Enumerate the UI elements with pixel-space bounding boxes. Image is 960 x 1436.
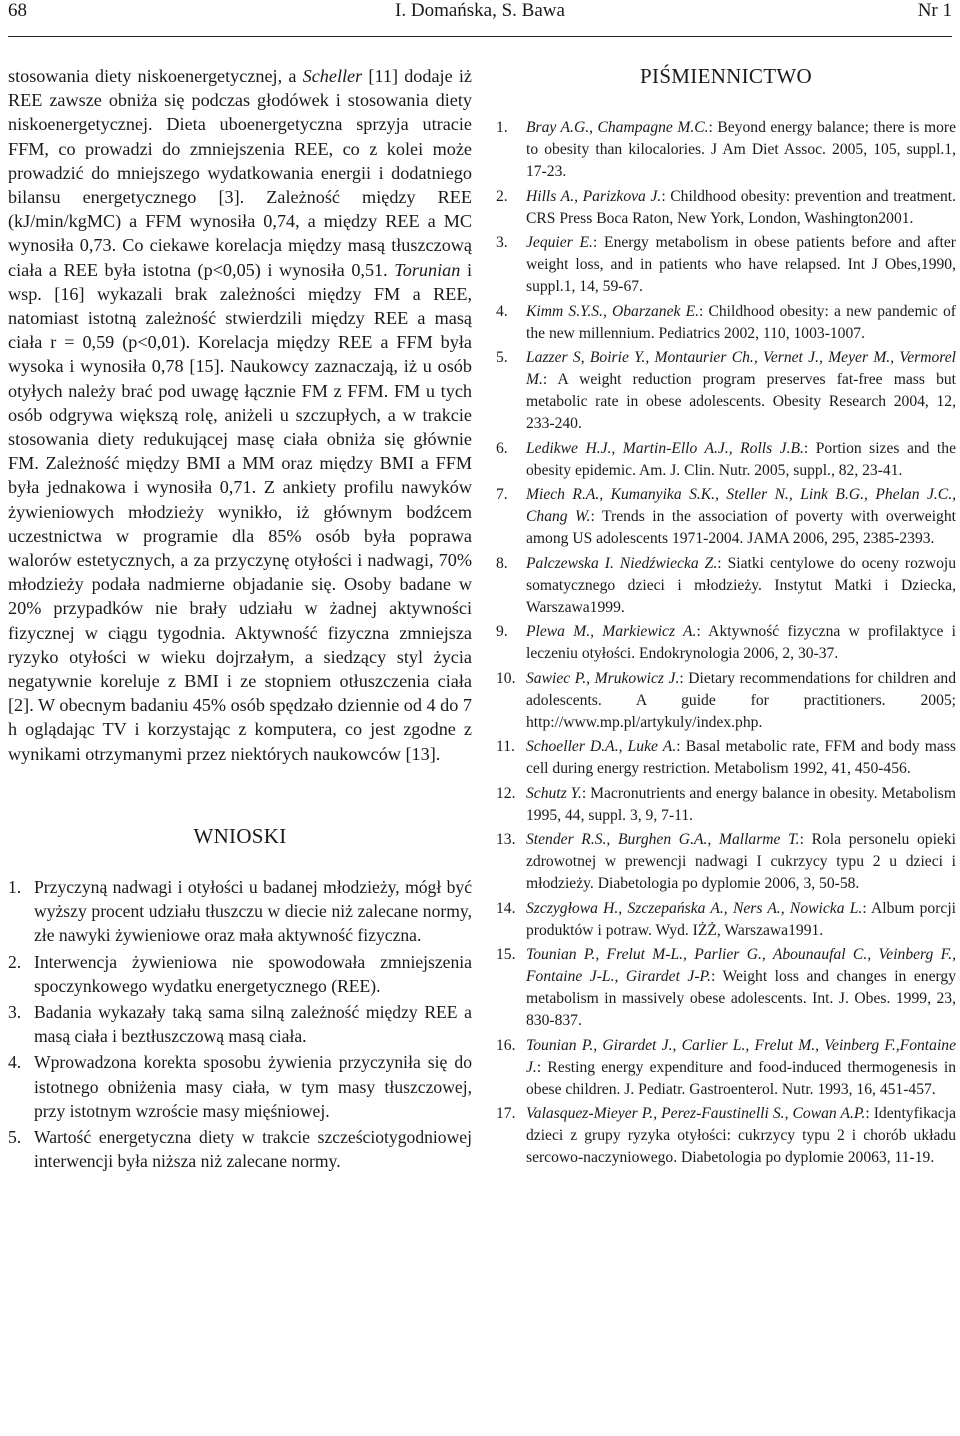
ref-text: : A weight reduction program preserves fat-free mass but metabolic rate in obese adolescents. Obesity Research 2004, 12, 233-240.: [526, 371, 956, 432]
ref-text: : Rola personelu opieki zdrowotnej w prewencji nadwagi I cukrzycy typu 2 u dzieci i młodzieży. Diabetologia po dyplomie 2006, 3, 50-58.: [526, 831, 956, 892]
conclusion-item: [8, 875, 472, 948]
running-head-authors: I. Domańska, S. Bawa: [395, 0, 565, 21]
reference-item: [496, 301, 956, 345]
ref-text: : Weight loss and changes in energy metabolism in massively obese adolescents. Int. J. Obes. 1999, 23, 830-837.: [526, 968, 956, 1029]
ref-number: 6.: [496, 439, 508, 457]
ref-authors: Lazzer S, Boirie Y., Montaurier Ch., Vernet J., Meyer M., Vermorel M.: [526, 349, 956, 388]
ref-text: : Identyfikacja dzieci z grupy ryzyka otyłości: cukrzycy typu 2 i chorób układu sercowo-naczyniowego. Diabetologia po dyplomie 20063, 11-19.: [526, 1105, 956, 1166]
item-text: Badania wykazały taką sama silną zależność między REE a masą ciała i beztłuszczową masą ciała.: [34, 1001, 472, 1047]
ref-authors: Schutz Y.: [526, 784, 582, 802]
ref-text: : Aktywność fizyczna w profilaktyce i leczeniu otyłości. Endokrynologia 2006, 2, 30-37.: [526, 623, 956, 662]
item-number: 5.: [8, 1126, 22, 1147]
ref-text: : Album porcji produktów i potraw. Wyd. IŻŻ, Warszawa1991.: [526, 899, 956, 939]
page-number: 68: [8, 0, 27, 21]
ref-text: : Portion sizes and the obesity epidemic. Am. J. Clin. Nutr. 2005, suppl., 82, 23-41.: [526, 439, 956, 479]
reference-item: [496, 347, 956, 435]
ref-authors: Tounian P., Frelut M-L., Parlier G., Abounaufal C., Veinberg F., Fontaine J-L., Girardet J-P.: [526, 946, 956, 985]
ref-number: 5.: [496, 349, 508, 366]
reference-item: [496, 1035, 956, 1101]
ref-number: 1.: [496, 119, 508, 136]
ref-authors: Kimm S.Y.S., Obarzanek E.: [526, 302, 699, 320]
conclusions-heading: WNIOSKI: [193, 823, 287, 848]
ref-authors: Stender R.S., Burghen G.A., Mallarme T.: [526, 831, 800, 848]
right-column: [496, 64, 956, 1172]
reference-item: [496, 829, 956, 895]
ref-authors: Hills A., Parizkova J.: [526, 187, 662, 205]
ref-authors: Ledikwe H.J., Martin-Ello A.J., Rolls J.B.: [526, 439, 804, 457]
ref-number: 12.: [496, 784, 516, 802]
item-number: 2.: [8, 951, 22, 972]
citation-author: Torunian: [394, 259, 461, 280]
item-number: 3.: [8, 1001, 22, 1022]
ref-number: 3.: [496, 234, 508, 251]
item-number: 1.: [8, 876, 22, 897]
conclusion-item: [8, 1050, 472, 1123]
ref-authors: Palczewska I. Niedźwiecka Z.: [526, 554, 718, 572]
ref-authors: Jequier E.: [526, 234, 593, 251]
ref-number: 2.: [496, 187, 508, 205]
ref-text: : Resting energy expenditure and food-induced thermogenesis in obese children. J. Pediatr. Gastroenterol. Nutr. 1993, 16, 451-457.: [526, 1058, 956, 1098]
body-text-part: stosowania diety niskoenergetycznej, a: [8, 66, 303, 86]
reference-item: [496, 898, 956, 942]
body-paragraph: [8, 64, 472, 766]
reference-item: [496, 232, 956, 298]
reference-item: [496, 117, 956, 183]
ref-text: : Dietary recommendations for children and adolescents. A guide for practitioners. 2005; http://www.mp.pl/artykuly/index.php.: [526, 669, 956, 731]
ref-authors: Valasquez-Mieyer P., Perez-Faustinelli S., Cowan A.P.: [526, 1105, 866, 1122]
reference-item: [496, 944, 956, 1032]
reference-item: [496, 783, 956, 827]
references-list: [496, 117, 956, 1169]
ref-text: : Childhood obesity: prevention and treatment. CRS Press Boca Raton, New York, London, Washington2001.: [526, 187, 956, 227]
reference-item: [496, 668, 956, 734]
item-text: Wprowadzona korekta sposobu żywienia przyczyniła się do istotnego obniżenia masy ciała, w tym masy tłuszczowej, przy istotnym wzroście masy mięśniowej.: [34, 1052, 472, 1121]
issue-number: Nr 1: [917, 0, 952, 21]
left-column: [8, 64, 472, 1175]
ref-authors: Plewa M., Markiewicz A.: [526, 623, 697, 640]
ref-text: : Childhood obesity: a new pandemic of the new millennium. Pediatrics 2002, 110, 1003-1007.: [526, 302, 956, 342]
page-header: [8, 0, 952, 37]
ref-number: 9.: [496, 623, 508, 640]
ref-number: 17.: [496, 1105, 516, 1122]
reference-item: [496, 484, 956, 550]
ref-authors: Schoeller D.A., Luke A.: [526, 738, 677, 755]
reference-item: [496, 621, 956, 665]
ref-number: 16.: [496, 1036, 516, 1054]
ref-authors: Miech R.A., Kumanyika S.K., Steller N., Link B.G., Phelan J.C., Chang W.: [526, 486, 956, 525]
reference-item: [496, 553, 956, 619]
conclusion-item: [8, 950, 472, 998]
conclusion-item: [8, 1125, 472, 1173]
ref-authors: Bray A.G., Champagne M.C.: [526, 119, 709, 136]
item-number: 4.: [8, 1052, 22, 1073]
ref-text: : Beyond energy balance; there is more to obesity than kilocalories. J Am Diet Assoc. 2005, 105, suppl.1, 17-23.: [526, 119, 956, 180]
citation-author: Scheller: [302, 66, 363, 86]
ref-number: 7.: [496, 486, 508, 503]
ref-number: 13.: [496, 831, 516, 848]
item-text: Przyczyną nadwagi i otyłości u badanej młodzieży, mógł być wyższy procent udziału tłuszczu w diecie niż zalecane normy, złe nawyki żywieniowe oraz mała aktywność fizyczna.: [34, 876, 472, 946]
ref-text: : Siatki centylowe do oceny rozwoju somatycznego dzieci i młodzieży. Instytut Matki i Dziecka, Warszawa1999.: [526, 554, 956, 616]
body-text-part: [11] dodaje iż REE zawsze obniża się podczas głodówek i stosowania diety niskoenergetycznej. Dieta uboenergetyczna sprzyja utracie FFM, co prowadzi do zmniejszenia REE, co z kolei może prowadzić do mniejszego wydatkowania energii i dodatniego bilansu energetycznego [3]. Zależność między REE (kJ/min/kgMC) a FFM wynosiła 0,74, a między REE a MC wynosiła 0,73. Co ciekawe korelacja między masą tłuszczową ciała a REE była istotna (p<0,05) i wynosiła 0,51.: [8, 66, 472, 280]
ref-text: : Trends in the association of poverty with overweight among US adolescents 1971-2004. JAMA 2006, 295, 2385-2393.: [526, 508, 956, 547]
ref-text: : Basal metabolic rate, FFM and body mass cell during energy restriction. Metabolism 1992, 41, 450-456.: [526, 738, 956, 777]
ref-text: : Macronutrients and energy balance in obesity. Metabolism 1995, 44, suppl. 3, 9, 7-11.: [526, 784, 956, 824]
ref-number: 8.: [496, 554, 508, 572]
ref-number: 14.: [496, 899, 516, 917]
item-text: Wartość energetyczna diety w trakcie szcześciotygodniowej interwencji była niższa niż zalecane normy.: [34, 1126, 472, 1172]
ref-number: 10.: [496, 669, 516, 687]
reference-item: [496, 736, 956, 780]
reference-item: [496, 186, 956, 230]
reference-item: [496, 1103, 956, 1169]
conclusion-item: [8, 1000, 472, 1048]
ref-number: 15.: [496, 946, 516, 963]
ref-authors: Szczygłowa H., Szczepańska A., Ners A., Nowicka L.: [526, 899, 863, 917]
ref-number: 4.: [496, 302, 508, 320]
references-heading: PIŚMIENNICTWO: [640, 64, 812, 88]
reference-item: [496, 438, 956, 482]
ref-authors: Sawiec P., Mrukowicz J.: [526, 669, 680, 687]
item-text: Interwencja żywieniowa nie spowodowała zmniejszenia spoczynkowego wydatku energetycznego (REE).: [34, 951, 472, 996]
ref-text: : Energy metabolism in obese patients before and after weight loss, and in patients who have relapsed. Int J Obes,1990, suppl.1, 14, 59-67.: [526, 234, 956, 295]
ref-number: 11.: [496, 738, 515, 755]
body-text-part: i wsp. [16] wykazali brak zależności między FM a REE, natomiast istotną zależność stwierdzili między REE a masą ciała r = 0,59 (p<0,01). Korelacja między REE a FFM była wysoka i wynosiła 0,78 [15]. Naukowcy zaznaczają, iż u osób otyłych należy brać pod uwagę łącznie FM z FFM. FM u tych osób odgrywa większą rolę, aniżeli u szczupłych, a w trakcie stosowania diety redukującej masę ciała obniża się głównie FM. Zależność między BMI a MM oraz między BMI a FFM była jednakowa i wynosiła 0,71. Z ankiety profilu nawyków żywieniowych młodzieży wynikło, iż głównym bodźcem uczestnictwa w programie dla 85% osób była poprawa walorów estetycznych, a za przyczynę otyłości i nadwagi, 70% młodzieży podała nadmierne objadanie się. Osoby badane w 20% przypadków nie brały udziału w żadnej aktywności fizycznej w ciągu tygodnia. Aktywność fizyczna zmniejsza ryzyko otyłości w wieku dojrzałym, a siedzący styl życia negatywnie koreluje z BMI i ze stopniem otłuszczenia ciała [2]. W obecnym badaniu 45% osób spędzało dziennie od 4 do 7 h oglądając TV i korzystając z komputera, co jest zgodne z wynikami otrzymanymi przez niektórych naukowców [13].: [8, 259, 473, 764]
ref-authors: Tounian P., Girardet J., Carlier L., Frelut M., Veinberg F.,Fontaine J.: [526, 1036, 956, 1076]
conclusions-list: [8, 875, 472, 1173]
